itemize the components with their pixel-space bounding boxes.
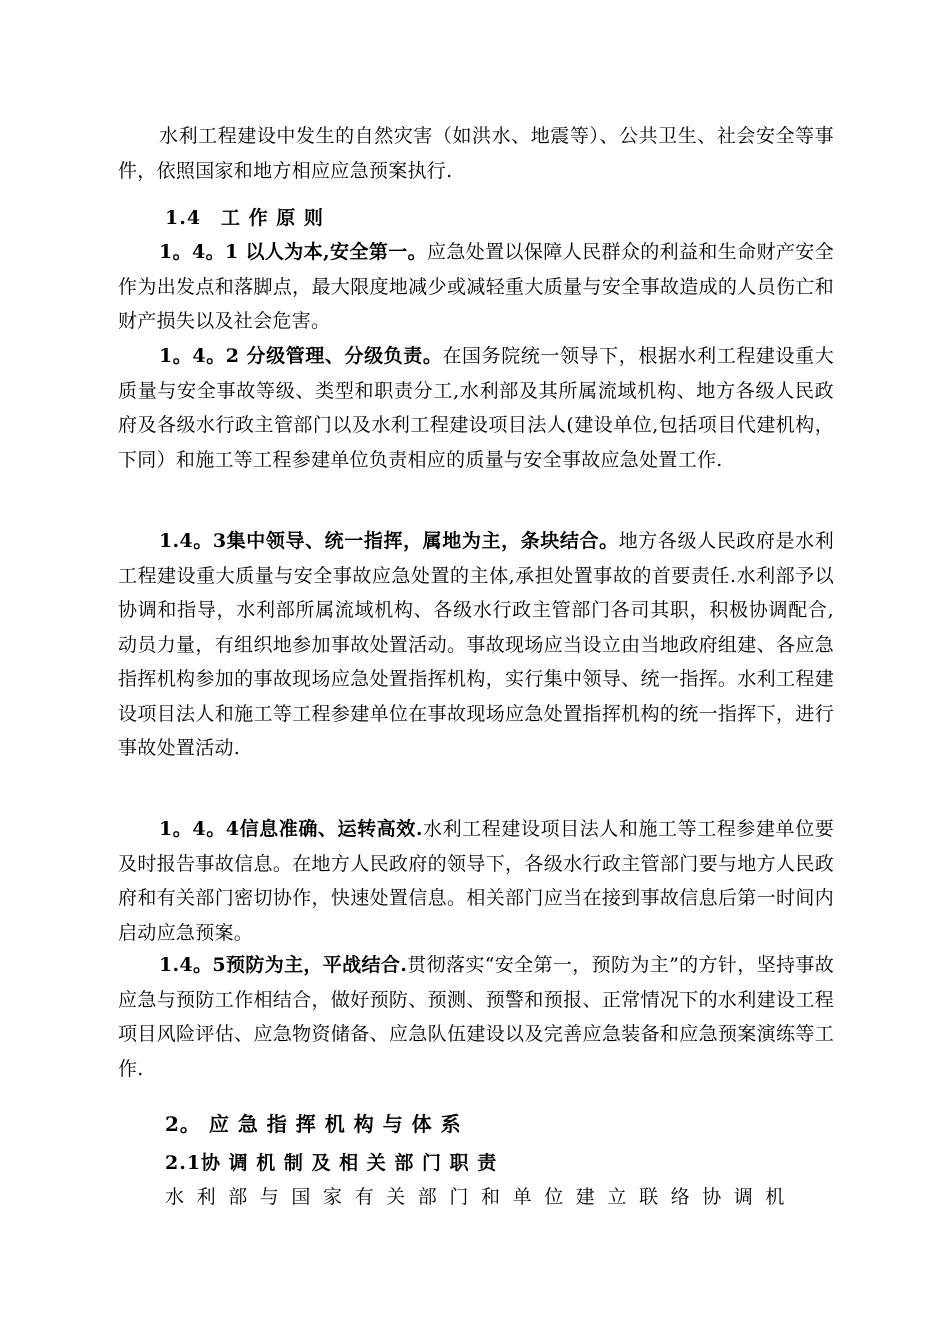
paragraph-text: 在国务院统一领导下，根据水利工程建设重大质量与安全事故等级、类型和职责分工,水利部及其所属流域机构、地方各级人民政府及各级水行政主管部门以及水利工程建设项目法人(建设单位,包括项目代建机构，下同）和施工等工程参建单位负责相应的质量与安全事故应急处置工作.	[118, 345, 834, 471]
paragraph-text: 水利工程建设项目法人和施工等工程参建单位要及时报告事故信息。在地方人民政府的领导下，各级水行政主管部门要与地方人民政府和有关部门密切协作，快速处置信息。相关部门应当在接到事故信息后第一时间内启动应急预案。	[118, 818, 834, 944]
paragraph-lead: 1。4。4信息准确、运转高效.	[159, 818, 423, 840]
section-heading-2-1: 2.1协 调 机 制 及 相 关 部 门 职 责	[165, 1152, 498, 1174]
paragraph-lead: 1。4。1 以人为本,安全第一。	[159, 241, 427, 263]
paragraph-1-4-2	[118, 339, 834, 477]
paragraph-text: 贯彻落实“安全第一，预防为主”的方针，坚持事故应急与预防工作相结合，做好预防、预测、预警和预报、正常情况下的水利建设工程项目风险评估、应急物资储备、应急队伍建设以及完善应急装备和应急预案演练等工作.	[118, 954, 835, 1080]
paragraph-1-4-1	[118, 235, 834, 339]
paragraph-1-4-3	[118, 524, 834, 766]
section-heading-2: 2。 应 急 指 挥 机 构 与 体 系	[165, 1112, 462, 1136]
paragraph-1-4-5	[118, 948, 834, 1086]
paragraph-text: 水利工程建设中发生的自然灾害（如洪水、地震等）、公共卫生、社会安全等事件，依照国家和地方相应应急预案执行.	[118, 125, 834, 182]
paragraph-lead: 1。4。2 分级管理、分级负责。	[159, 345, 443, 367]
paragraph-lead: 1.4。5预防为主，平战结合.	[159, 954, 408, 976]
paragraph-2-1	[165, 1180, 834, 1215]
paragraph-intro	[118, 119, 834, 188]
paragraph-lead: 1.4。3集中领导、统一指挥，属地为主，条块结合。	[159, 530, 619, 552]
paragraph-text: 应急处置以保障人民群众的利益和生命财产安全作为出发点和落脚点，最大限度地减少或减轻重大质量与安全事故造成的人员伤亡和财产损失以及社会危害。	[118, 241, 834, 332]
paragraph-text: 水利部与国家有关部门和单位建立联络协调机	[165, 1186, 798, 1208]
paragraph-1-4-4	[118, 812, 834, 950]
paragraph-text: 地方各级人民政府是水利工程建设重大质量与安全事故应急处置的主体,承担处置事故的首要责任.水利部予以协调和指导，水利部所属流域机构、各级水行政主管部门各司其职，积极协调配合,动员力量，有组织地参加事故处置活动。事故现场应当设立由当地政府组建、各应急指挥机构参加的事故现场应急处置指挥机构，实行集中领导、统一指挥。水利工程建设项目法人和施工等工程参建单位在事故现场应急处置指挥机构的统一指挥下，进行事故处置活动.	[118, 530, 834, 759]
section-heading-1-4: 1.4 工 作 原 则	[165, 207, 324, 229]
